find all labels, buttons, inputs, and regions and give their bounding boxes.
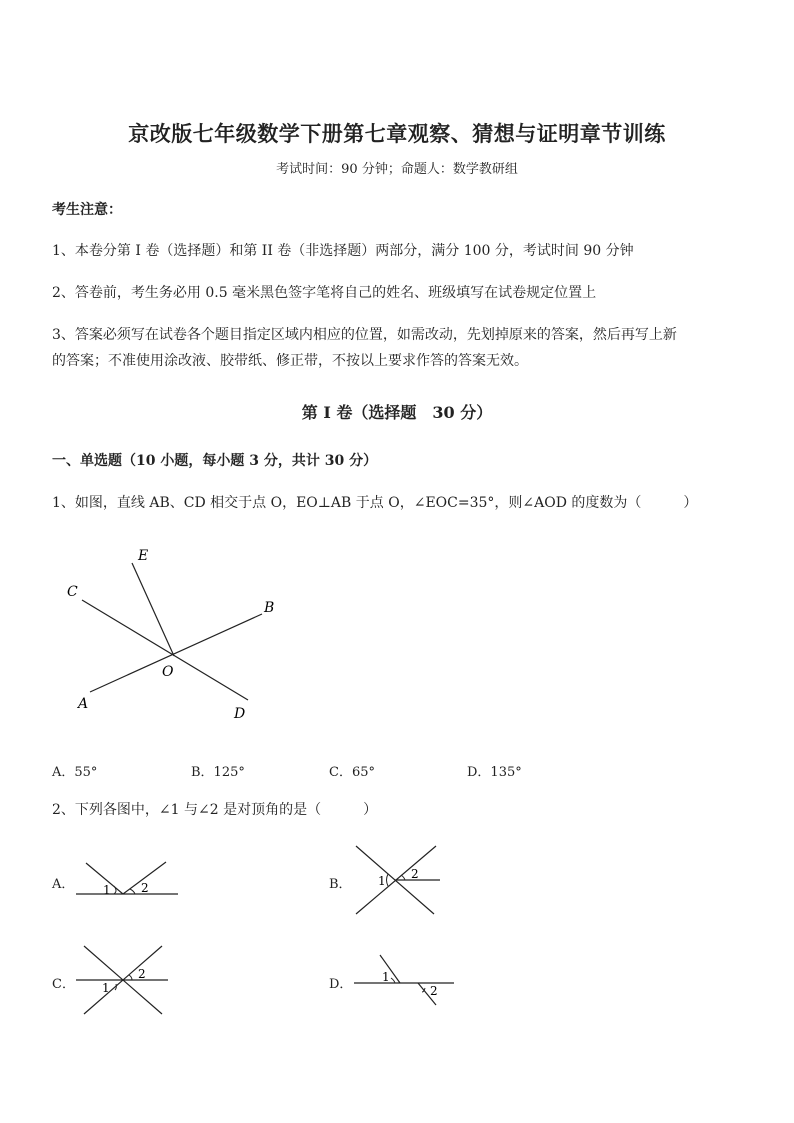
ray-OE [132,563,174,656]
q2b-angle-1: 1 [378,874,386,888]
q1-option-b[interactable]: B．125° [191,765,245,780]
q2-option-b[interactable]: B． [329,877,352,892]
label-A: A [78,696,89,712]
q2-figure-a [70,855,190,905]
q2a-angle-2: 2 [141,881,149,895]
question-1-figure [0,540,320,730]
notice-item-1: 1、本卷分第 I 卷（选择题）和第 II 卷（非选择题）两部分，满分 100 分，考试时间 90 分钟 [52,243,634,259]
part-heading: 一、单选题（10 小题，每小题 3 分，共计 30 分） [52,453,378,469]
page-title: 京改版七年级数学下册第七章观察、猜想与证明章节训练 [128,121,666,146]
label-D: D [234,706,246,722]
q2-figure-b [350,842,450,918]
q2-option-d[interactable]: D． [329,977,353,992]
section-title: 第 I 卷（选择题 30 分） [301,403,493,422]
q2a-angle-1: 1 [103,883,111,897]
label-E: E [138,548,149,564]
question-1-text: 1、如图，直线 AB、CD 相交于点 O，EO⊥AB 于点 O，∠EOC=35°，则∠AOD 的度数为（ ） [52,495,698,511]
question-2-text: 2、下列各图中，∠1 与∠2 是对顶角的是（ ） [52,802,378,818]
q2d-angle-2: 2 [430,984,438,998]
q2d-angle-1: 1 [382,970,390,984]
line-CD [82,600,248,700]
q2c-angle-1: 1 [102,981,110,995]
q2-figure-d [350,950,460,1010]
q1-option-a[interactable]: A．55° [52,765,98,780]
exam-info: 考试时间：90 分钟；命题人：数学教研组 [276,162,518,177]
label-O: O [162,664,174,680]
notice-item-3: 3、答案必须写在试卷各个题目指定区域内相应的位置，如需改动，先划掉原来的答案，然后再写上新 [52,327,677,343]
q1-option-c[interactable]: C．65° [329,765,375,780]
line-AB [90,614,262,692]
label-B: B [264,600,275,616]
q2-option-c[interactable]: C． [52,977,75,992]
q2-option-a[interactable]: A． [52,877,75,892]
label-C: C [67,584,78,600]
notice-heading: 考生注意： [52,202,122,218]
q2-figure-c [72,942,172,1018]
q1-option-d[interactable]: D．135° [467,765,522,780]
notice-item-3-cont: 的答案；不准使用涂改液、胶带纸、修正带，不按以上要求作答的答案无效。 [52,353,528,369]
notice-item-2: 2、答卷前，考生务必用 0.5 毫米黑色签字笔将自己的姓名、班级填写在试卷规定位置上 [52,285,597,301]
q2c-angle-2: 2 [138,967,146,981]
q2b-angle-2: 2 [411,867,419,881]
